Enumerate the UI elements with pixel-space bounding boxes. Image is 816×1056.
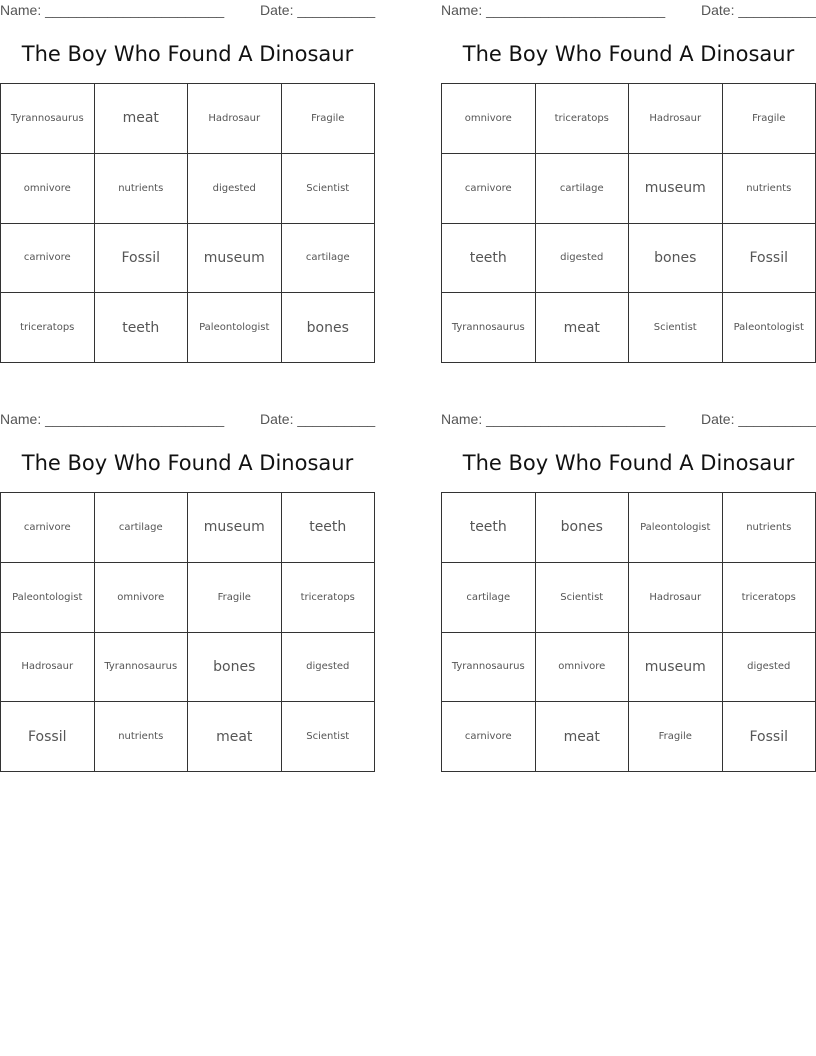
bingo-cell: digested [282, 633, 376, 703]
bingo-cell: Hadrosaur [1, 633, 95, 703]
bingo-cell: Fossil [723, 702, 816, 772]
card-title: The Boy Who Found A Dinosaur [462, 42, 795, 66]
bingo-cell: triceratops [1, 293, 95, 363]
bingo-cell: Fossil [1, 702, 95, 772]
bingo-cell: Tyrannosaurus [1, 84, 95, 154]
name-date-row [441, 411, 816, 429]
bingo-cell: Fragile [723, 84, 816, 154]
bingo-cell: Fossil [95, 224, 189, 294]
bingo-cell: museum [188, 493, 282, 563]
bingo-cell: bones [536, 493, 630, 563]
bingo-cell: Tyrannosaurus [442, 293, 536, 363]
date-field: Date: __________ [260, 2, 376, 18]
date-field: Date: __________ [701, 2, 816, 18]
bingo-cell: museum [188, 224, 282, 294]
bingo-cell: meat [536, 702, 630, 772]
bingo-cell: triceratops [536, 84, 630, 154]
bingo-cell: teeth [442, 493, 536, 563]
bingo-card-4 [441, 409, 816, 774]
bingo-cell: digested [188, 154, 282, 224]
bingo-cell: carnivore [442, 702, 536, 772]
bingo-cell: Scientist [282, 154, 376, 224]
bingo-cell: omnivore [95, 563, 189, 633]
bingo-cell: nutrients [95, 154, 189, 224]
bingo-cell: digested [536, 224, 630, 294]
bingo-cell: Fragile [188, 563, 282, 633]
bingo-cell: Tyrannosaurus [95, 633, 189, 703]
bingo-cell: bones [188, 633, 282, 703]
name-field: Name: _______________________ [0, 2, 225, 18]
bingo-cell: Scientist [282, 702, 376, 772]
bingo-cell: cartilage [442, 563, 536, 633]
date-field: Date: __________ [701, 411, 816, 427]
bingo-cell: nutrients [723, 493, 816, 563]
name-field: Name: _______________________ [441, 411, 666, 427]
bingo-cell: Hadrosaur [629, 84, 723, 154]
bingo-card-1 [0, 0, 375, 365]
bingo-cell: cartilage [536, 154, 630, 224]
bingo-grid [441, 83, 816, 363]
bingo-cell: meat [536, 293, 630, 363]
name-date-row [0, 2, 375, 20]
name-field: Name: _______________________ [0, 411, 225, 427]
bingo-cell: Hadrosaur [629, 563, 723, 633]
bingo-grid [0, 83, 375, 363]
bingo-cell: museum [629, 633, 723, 703]
bingo-cell: Paleontologist [1, 563, 95, 633]
bingo-cell: cartilage [282, 224, 376, 294]
bingo-cell: triceratops [723, 563, 816, 633]
bingo-cell: omnivore [442, 84, 536, 154]
bingo-cell: bones [282, 293, 376, 363]
bingo-cell: Paleontologist [188, 293, 282, 363]
bingo-cell: carnivore [1, 224, 95, 294]
name-date-row [0, 411, 375, 429]
bingo-cell: cartilage [95, 493, 189, 563]
bingo-cell: meat [188, 702, 282, 772]
date-field: Date: __________ [260, 411, 376, 427]
bingo-cell: Scientist [629, 293, 723, 363]
bingo-card-3 [0, 409, 375, 774]
bingo-cell: triceratops [282, 563, 376, 633]
bingo-cell: meat [95, 84, 189, 154]
bingo-grid [441, 492, 816, 772]
bingo-cell: Tyrannosaurus [442, 633, 536, 703]
bingo-cell: Scientist [536, 563, 630, 633]
bingo-cell: nutrients [95, 702, 189, 772]
bingo-cell: nutrients [723, 154, 816, 224]
bingo-cell: carnivore [1, 493, 95, 563]
bingo-cell: museum [629, 154, 723, 224]
name-date-row [441, 2, 816, 20]
bingo-cell: Fragile [629, 702, 723, 772]
bingo-cell: Fossil [723, 224, 816, 294]
bingo-cell: Hadrosaur [188, 84, 282, 154]
bingo-grid [0, 492, 375, 772]
name-field: Name: _______________________ [441, 2, 666, 18]
bingo-cell: teeth [282, 493, 376, 563]
bingo-cell: teeth [442, 224, 536, 294]
bingo-card-2 [441, 0, 816, 365]
bingo-cell: bones [629, 224, 723, 294]
bingo-cell: Fragile [282, 84, 376, 154]
bingo-cell: carnivore [442, 154, 536, 224]
bingo-cell: omnivore [1, 154, 95, 224]
bingo-cell: Paleontologist [629, 493, 723, 563]
card-title: The Boy Who Found A Dinosaur [21, 42, 354, 66]
bingo-cell: omnivore [536, 633, 630, 703]
bingo-cell: digested [723, 633, 816, 703]
bingo-cell: teeth [95, 293, 189, 363]
card-title: The Boy Who Found A Dinosaur [21, 451, 354, 475]
card-title: The Boy Who Found A Dinosaur [462, 451, 795, 475]
bingo-cell: Paleontologist [723, 293, 816, 363]
